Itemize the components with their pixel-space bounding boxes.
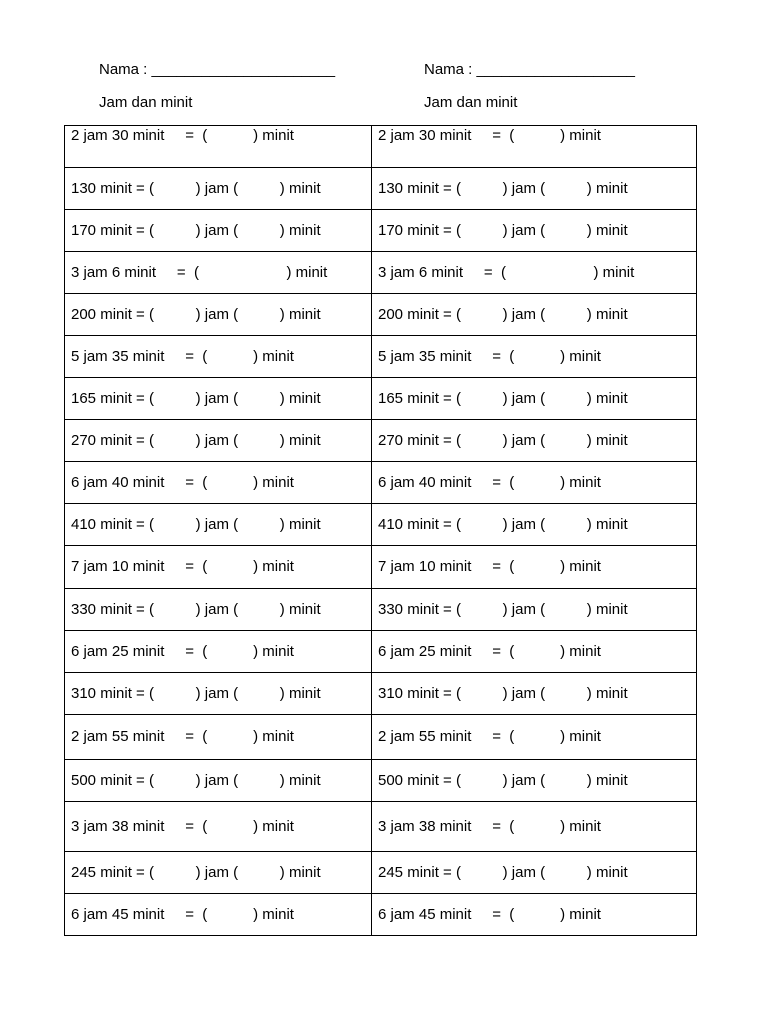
- question-cell-left[interactable]: 5 jam 35 minit = ( ) minit: [65, 336, 372, 378]
- worksheet-row: [65, 852, 697, 894]
- worksheet-row: [65, 294, 697, 336]
- question-cell-left[interactable]: 3 jam 38 minit = ( ) minit: [65, 802, 372, 852]
- question-cell-left[interactable]: 2 jam 30 minit = ( ) minit: [65, 126, 372, 168]
- worksheet-row: [65, 673, 697, 715]
- name-field-left[interactable]: Nama : ______________________: [99, 61, 336, 78]
- question-cell-left[interactable]: 310 minit = ( ) jam ( ) minit: [65, 673, 372, 715]
- question-cell-right[interactable]: 6 jam 25 minit = ( ) minit: [372, 631, 697, 673]
- worksheet-row: [65, 378, 697, 420]
- question-cell-left[interactable]: 6 jam 45 minit = ( ) minit: [65, 894, 372, 936]
- question-cell-right[interactable]: 245 minit = ( ) jam ( ) minit: [372, 852, 697, 894]
- worksheet-title-right: Jam dan minit: [424, 94, 518, 111]
- worksheet-row: [65, 715, 697, 760]
- question-cell-right[interactable]: 270 minit = ( ) jam ( ) minit: [372, 420, 697, 462]
- question-cell-right[interactable]: 3 jam 6 minit = ( ) minit: [372, 252, 697, 294]
- question-cell-right[interactable]: 6 jam 40 minit = ( ) minit: [372, 462, 697, 504]
- question-cell-right[interactable]: 200 minit = ( ) jam ( ) minit: [372, 294, 697, 336]
- question-cell-right[interactable]: 410 minit = ( ) jam ( ) minit: [372, 504, 697, 546]
- question-cell-left[interactable]: 170 minit = ( ) jam ( ) minit: [65, 210, 372, 252]
- question-cell-right[interactable]: 6 jam 45 minit = ( ) minit: [372, 894, 697, 936]
- question-cell-left[interactable]: 500 minit = ( ) jam ( ) minit: [65, 760, 372, 802]
- question-cell-left[interactable]: 200 minit = ( ) jam ( ) minit: [65, 294, 372, 336]
- question-cell-right[interactable]: 2 jam 30 minit = ( ) minit: [372, 126, 697, 168]
- question-cell-left[interactable]: 330 minit = ( ) jam ( ) minit: [65, 589, 372, 631]
- question-cell-right[interactable]: 310 minit = ( ) jam ( ) minit: [372, 673, 697, 715]
- question-cell-right[interactable]: 5 jam 35 minit = ( ) minit: [372, 336, 697, 378]
- worksheet-title-left: Jam dan minit: [99, 94, 193, 111]
- worksheet-row: [65, 336, 697, 378]
- question-cell-right[interactable]: 130 minit = ( ) jam ( ) minit: [372, 168, 697, 210]
- worksheet-row: [65, 462, 697, 504]
- question-cell-left[interactable]: 2 jam 55 minit = ( ) minit: [65, 715, 372, 760]
- question-cell-left[interactable]: 3 jam 6 minit = ( ) minit: [65, 252, 372, 294]
- worksheet-row: [65, 504, 697, 546]
- question-cell-left[interactable]: 6 jam 40 minit = ( ) minit: [65, 462, 372, 504]
- question-cell-right[interactable]: 330 minit = ( ) jam ( ) minit: [372, 589, 697, 631]
- question-cell-left[interactable]: 130 minit = ( ) jam ( ) minit: [65, 168, 372, 210]
- question-cell-right[interactable]: 500 minit = ( ) jam ( ) minit: [372, 760, 697, 802]
- worksheet-row: [65, 420, 697, 462]
- worksheet-row: [65, 546, 697, 589]
- worksheet-row: [65, 252, 697, 294]
- worksheet-row: [65, 802, 697, 852]
- question-cell-right[interactable]: 170 minit = ( ) jam ( ) minit: [372, 210, 697, 252]
- question-cell-left[interactable]: 7 jam 10 minit = ( ) minit: [65, 546, 372, 589]
- worksheet-row: [65, 760, 697, 802]
- worksheet-row: [65, 168, 697, 210]
- question-cell-right[interactable]: 7 jam 10 minit = ( ) minit: [372, 546, 697, 589]
- worksheet-table: [64, 125, 697, 936]
- worksheet-row: [65, 210, 697, 252]
- worksheet-row: [65, 126, 697, 168]
- worksheet-row: [65, 589, 697, 631]
- question-cell-right[interactable]: 2 jam 55 minit = ( ) minit: [372, 715, 697, 760]
- worksheet-row: [65, 631, 697, 673]
- question-cell-left[interactable]: 6 jam 25 minit = ( ) minit: [65, 631, 372, 673]
- name-field-right[interactable]: Nama : ___________________: [424, 61, 636, 78]
- worksheet-row: [65, 894, 697, 936]
- question-cell-left[interactable]: 245 minit = ( ) jam ( ) minit: [65, 852, 372, 894]
- question-cell-right[interactable]: 3 jam 38 minit = ( ) minit: [372, 802, 697, 852]
- question-cell-left[interactable]: 165 minit = ( ) jam ( ) minit: [65, 378, 372, 420]
- question-cell-left[interactable]: 410 minit = ( ) jam ( ) minit: [65, 504, 372, 546]
- question-cell-left[interactable]: 270 minit = ( ) jam ( ) minit: [65, 420, 372, 462]
- question-cell-right[interactable]: 165 minit = ( ) jam ( ) minit: [372, 378, 697, 420]
